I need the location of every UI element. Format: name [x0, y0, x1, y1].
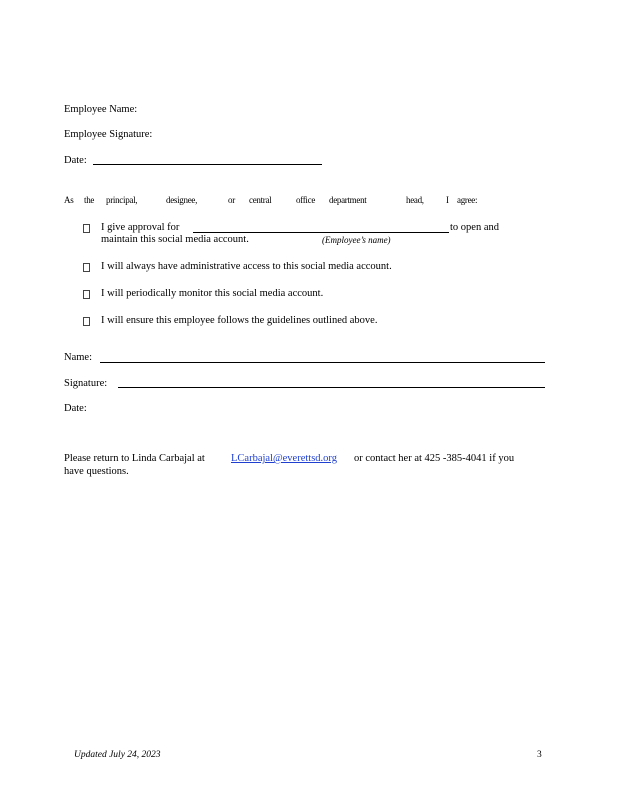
- employee-name-caption: (Employee’s name): [322, 235, 391, 245]
- item1-line2: maintain this social media account.: [101, 234, 249, 245]
- contact-prefix: Please return to Linda Carbajal at: [64, 453, 205, 464]
- employee-name-line[interactable]: [193, 232, 449, 233]
- intro-word: office: [296, 195, 316, 205]
- item4-text: I will ensure this employee follows the guidelines outlined above.: [101, 315, 378, 326]
- item1-prefix: I give approval for: [101, 222, 180, 233]
- intro-word: department: [329, 195, 367, 205]
- employee-signature-label: Employee Signature:: [64, 129, 153, 140]
- intro-word: principal,: [106, 195, 138, 205]
- bullet-icon: [83, 224, 90, 233]
- intro-word: designee,: [166, 195, 198, 205]
- bullet-icon: [83, 317, 90, 326]
- item1-suffix: to open and: [450, 222, 499, 233]
- approver-signature-label: Signature:: [64, 378, 108, 389]
- contact-suffix: or contact her at 425 -385-4041 if you: [354, 453, 515, 464]
- item2-text: I will always have administrative access to this social media account.: [101, 261, 392, 272]
- intro-word: As: [64, 195, 74, 205]
- intro-word: or: [228, 195, 235, 205]
- footer-updated: Updated July 24, 2023: [74, 750, 161, 760]
- employee-name-label: Employee Name:: [64, 104, 138, 115]
- employee-date-line[interactable]: [93, 164, 322, 165]
- intro-word: central: [249, 195, 272, 205]
- item3-text: I will periodically monitor this social media account.: [101, 288, 324, 299]
- agreement-intro: [0, 195, 618, 209]
- intro-word: the: [84, 195, 95, 205]
- page-number: 3: [537, 750, 542, 760]
- bullet-icon: [83, 263, 90, 272]
- approver-name-label: Name:: [64, 352, 92, 363]
- contact-email-link[interactable]: LCarbajal@everettsd.org: [231, 453, 337, 464]
- intro-word: agree:: [457, 195, 478, 205]
- approver-date-label: Date:: [64, 403, 87, 414]
- intro-word: head,: [406, 195, 424, 205]
- approver-signature-line[interactable]: [118, 387, 545, 388]
- intro-word: I: [446, 195, 449, 205]
- employee-date-label: Date:: [64, 155, 87, 166]
- approver-name-line[interactable]: [100, 362, 545, 363]
- contact-line2: have questions.: [64, 466, 129, 477]
- bullet-icon: [83, 290, 90, 299]
